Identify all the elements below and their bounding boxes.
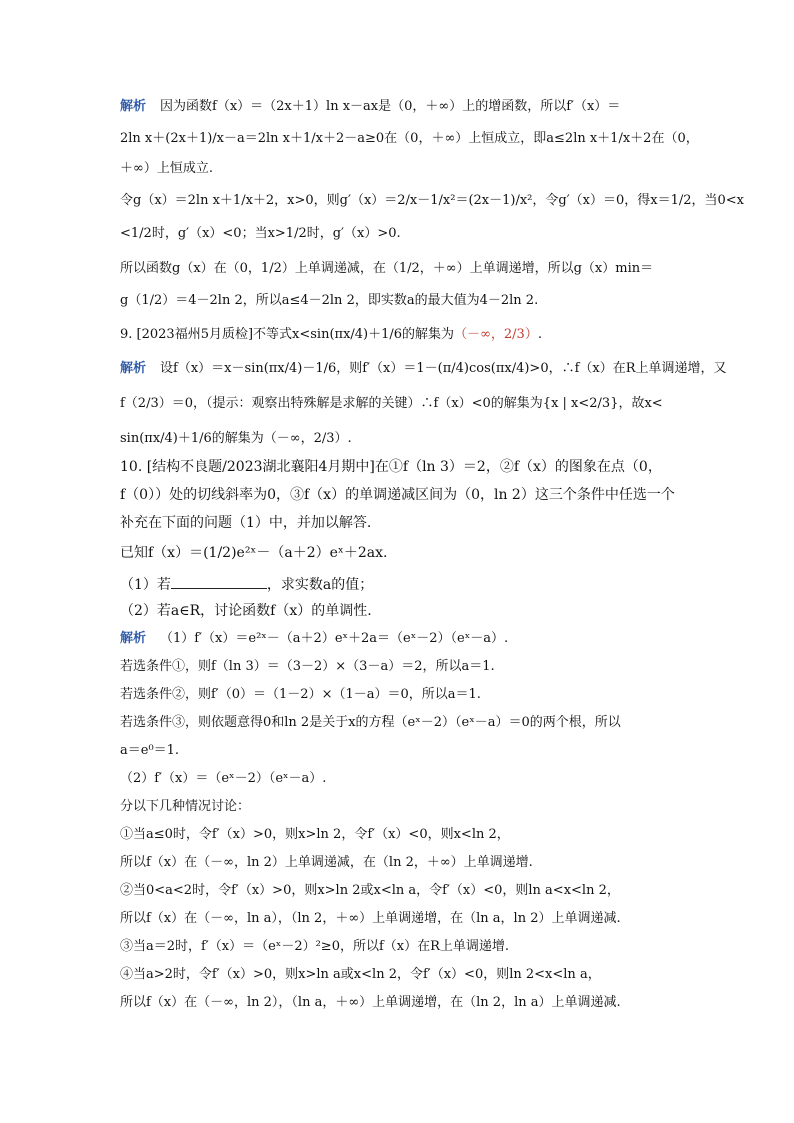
line-text: g（1/2）＝4－2ln 2，所以a≤4－2ln 2，即实数a的最大值为4－2ln 2. <box>120 293 539 308</box>
text-line <box>0 768 794 790</box>
line-text: （2）若a∈R，讨论函数f（x）的单调性. <box>120 603 372 619</box>
line-text: 补充在下面的问题（1）中，并加以解答. <box>120 515 372 531</box>
line-content <box>120 158 213 180</box>
line-content <box>120 852 533 874</box>
line-content <box>120 96 620 118</box>
text-line <box>0 96 794 118</box>
line-content <box>120 880 620 902</box>
line-text: ④当a>2时，令f′（x）>0，则x>ln a或x<ln 2，令f′（x）<0，则ln 2<x<ln a， <box>120 967 601 982</box>
answer-text: （－∞，2/3） <box>454 327 538 342</box>
line-content <box>120 628 508 650</box>
line-content <box>120 572 373 596</box>
line-content <box>120 258 653 280</box>
line-text: 因为函数f（x）＝（2x＋1）ln x－ax是（0，＋∞）上的增函数，所以f′（x）＝ <box>160 99 621 114</box>
line-content <box>120 358 727 380</box>
text-line <box>0 572 794 594</box>
line-text: 所以函数g（x）在（0，1/2）上单调递减，在（1/2，＋∞）上单调递增，所以g（x）min＝ <box>120 261 654 276</box>
text-line <box>0 358 794 380</box>
text-line <box>0 908 794 930</box>
line-text: （1）若 <box>120 577 171 593</box>
line-text: ②当0<a<2时，令f′（x）>0，则x>ln 2或x<ln a，令f′（x）<0，则ln a<x<ln 2， <box>120 883 620 898</box>
analysis-label: 解析 <box>120 361 147 376</box>
line-text: 所以f（x）在（－∞，ln 2）上单调递减，在（ln 2，＋∞）上单调递增. <box>120 855 533 870</box>
analysis-label: 解析 <box>120 631 147 646</box>
line-content <box>120 656 495 678</box>
line-text: 令g（x）＝2ln x＋1/x＋2，x>0，则g′（x）＝2/x－1/x²＝(2x－1)/x²，令g′（x）＝0，得x＝1/2，当0<x <box>120 193 745 208</box>
line-text: （2）f′（x）＝（eˣ－2）（eˣ－a）. <box>120 771 327 786</box>
text-line <box>0 684 794 706</box>
line-tail: . <box>537 327 542 342</box>
text-line <box>0 656 794 678</box>
line-content <box>120 768 326 790</box>
text-line <box>0 223 794 245</box>
text-line <box>0 324 794 346</box>
line-text: ①当a≤0时，令f′（x）>0，则x>ln 2，令f′（x）<0，则x<ln 2， <box>120 827 510 842</box>
line-content <box>120 512 371 534</box>
line-text: ③当a＝2时，f′（x）＝（eˣ－2）²≥0，所以f（x）在R上单调递增. <box>120 939 510 954</box>
line-text: sin(πx/4)＋1/6的解集为（－∞，2/3）. <box>120 431 352 446</box>
line-content <box>120 964 601 986</box>
text-line <box>0 428 794 450</box>
text-line <box>0 190 794 212</box>
line-text: 已知f（x）＝(1/2)e²ˣ－（a＋2）eˣ＋2ax. <box>120 545 388 561</box>
line-content <box>120 456 662 478</box>
line-text: 若选条件③，则依题意得0和ln 2是关于x的方程（eˣ－2）（eˣ－a）＝0的两个根，所以 <box>120 715 621 730</box>
line-content <box>120 824 510 846</box>
line-text: 所以f（x）在（－∞，ln 2），（ln a，＋∞）上单调递增，在（ln 2，ln a）上单调递减. <box>120 995 621 1010</box>
text-line <box>0 824 794 846</box>
line-text: （1）f′（x）＝e²ˣ－（a＋2）eˣ＋2a＝（eˣ－2）（eˣ－a）. <box>160 631 509 646</box>
line-text: 若选条件①，则f（ln 3）＝（3－2）×（3－a）＝2，所以a＝1. <box>120 659 495 674</box>
text-line <box>0 542 794 564</box>
line-content <box>120 600 372 622</box>
analysis-label: 解析 <box>120 99 147 114</box>
fill-in-blank <box>171 572 267 589</box>
text-line <box>0 600 794 622</box>
text-line <box>0 712 794 734</box>
text-line <box>0 484 794 506</box>
line-text: 10. [结构不良题/2023湖北襄阳4月期中]在①f（ln 3）＝2，②f（x）的图象在点（0， <box>120 459 662 475</box>
line-content <box>120 484 675 506</box>
text-line <box>0 290 794 312</box>
text-line <box>0 128 794 150</box>
text-line <box>0 936 794 958</box>
text-line <box>0 964 794 986</box>
line-text: f（0））处的切线斜率为0，③f（x）的单调递减区间为（0，ln 2）这三个条件中任选一个 <box>120 487 675 503</box>
line-content <box>120 290 538 312</box>
line-content <box>120 936 509 958</box>
line-tail: ，求实数a的值； <box>266 577 374 593</box>
line-text: 2ln x＋(2x＋1)/x－a＝2ln x＋1/x＋2－a≥0在（0，＋∞）上恒成立，即a≤2ln x＋1/x＋2在（0， <box>120 131 699 146</box>
line-content <box>120 684 481 706</box>
text-line <box>0 456 794 478</box>
line-content <box>120 908 621 930</box>
text-line <box>0 796 794 818</box>
text-line <box>0 628 794 650</box>
line-content <box>120 393 663 415</box>
line-content <box>120 740 179 762</box>
line-content <box>120 542 387 564</box>
line-text: a＝e⁰＝1. <box>120 743 180 758</box>
text-line <box>0 258 794 280</box>
line-text: ＋∞）上恒成立. <box>120 161 213 176</box>
line-text: 若选条件②，则f′（0）＝（1－2）×（1－a）＝0，所以a＝1. <box>120 687 481 702</box>
line-text: f（2/3）＝0，（提示：观察出特殊解是求解的关键）∴f（x）<0的解集为{x | x<2/3}，故x< <box>120 396 663 411</box>
line-content <box>120 190 744 212</box>
text-line <box>0 992 794 1014</box>
line-content <box>120 992 621 1014</box>
text-line <box>0 740 794 762</box>
line-text: 设f（x）＝x－sin(πx/4)－1/6，则f′（x）＝1－(π/4)cos(πx/4)>0，∴f（x）在R上单调递增，又 <box>160 361 727 376</box>
line-content <box>120 128 699 150</box>
text-line <box>0 158 794 180</box>
line-content <box>120 712 621 734</box>
line-content <box>120 428 352 450</box>
line-text: 所以f（x）在（－∞，ln a），（ln 2，＋∞）上单调递增，在（ln a，ln 2）上单调递减. <box>120 911 621 926</box>
text-line <box>0 512 794 534</box>
line-content <box>120 223 401 245</box>
line-text: <1/2时，g′（x）<0；当x>1/2时，g′（x）>0. <box>120 226 401 241</box>
text-line <box>0 852 794 874</box>
line-content <box>120 796 250 818</box>
line-text: 9. [2023福州5月质检]不等式x<sin(πx/4)＋1/6的解集为 <box>120 327 455 342</box>
text-line <box>0 393 794 415</box>
text-line <box>0 880 794 902</box>
line-content <box>120 324 542 346</box>
line-text: 分以下几种情况讨论： <box>120 799 251 814</box>
